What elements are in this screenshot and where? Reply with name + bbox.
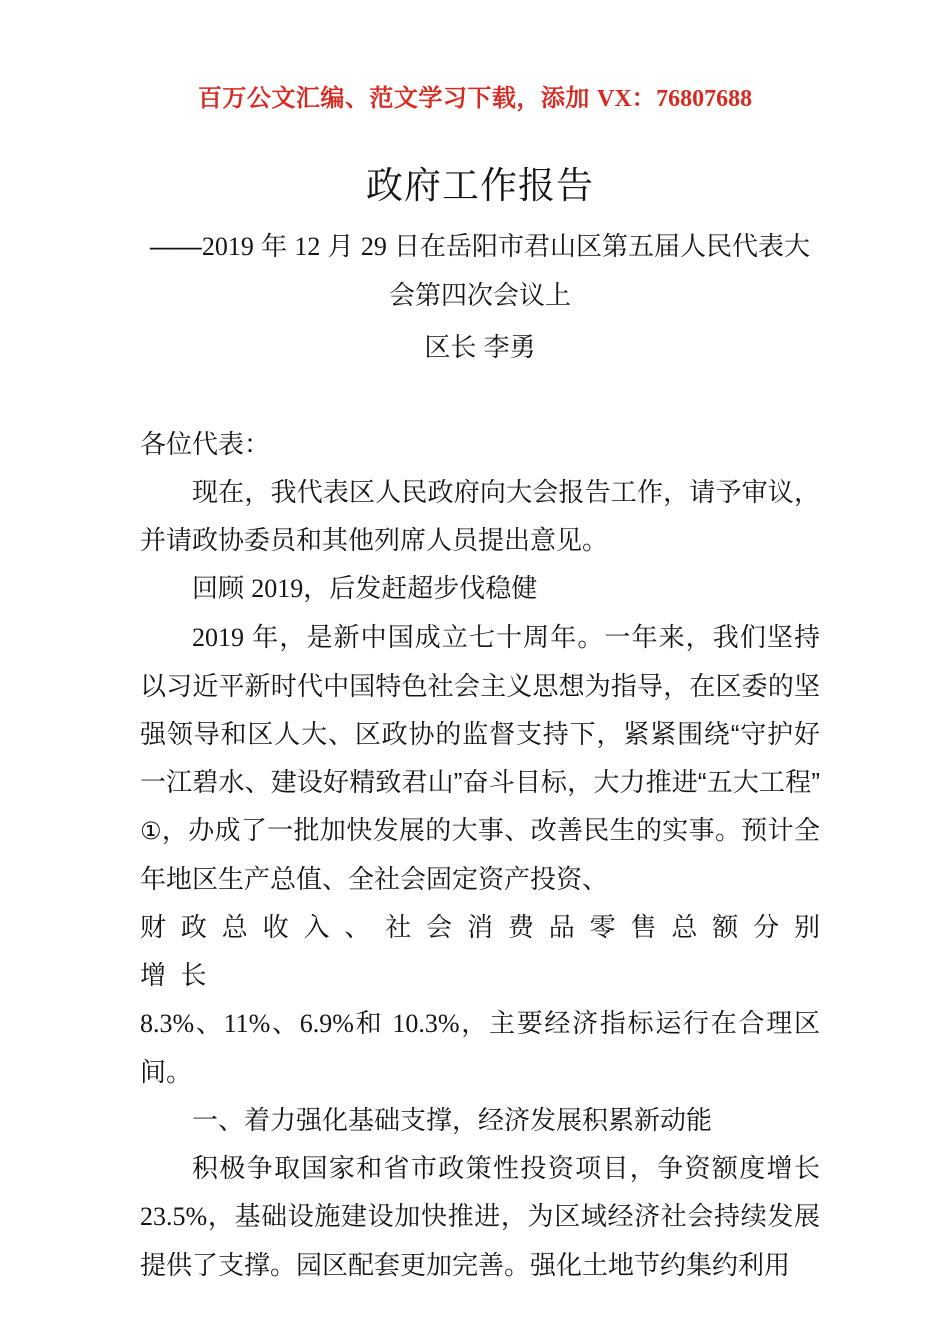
paragraph-year-review-part-1: 2019 年，是新中国成立七十周年。一年来，我们坚持以习近平新时代中国特色社会主义思想为指导，在区委的坚强领导和区人大、区政协的监督支持下，紧紧围绕“守护好一江碧水、建设好精致君山”奋斗目标，大力推进“五大工程”	[140, 622, 820, 797]
paragraph-year-review	[140, 613, 820, 903]
footnote-marker-1: ①	[140, 817, 162, 845]
document-subtitle	[140, 222, 820, 320]
paragraph-indicators-stretched-line: 财政总收入、社会消费品零售总额分别增长	[140, 912, 835, 990]
subtitle-line-1: ——2019 年 12 月 29 日在岳阳市君山区第五届人民代表大	[149, 231, 811, 261]
title-block	[140, 160, 820, 372]
subtitle-line-2: 会第四次会议上	[388, 280, 571, 310]
heading-review-2019: 回顾 2019，后发赶超步伐稳健	[192, 573, 538, 603]
paragraph-year-review-part-2: ，办成了一批加快发展的大事、改善民生的实事。预计全年地区生产总值、全社会固定资产投资、	[140, 815, 820, 894]
body-copy	[140, 420, 835, 1289]
salutation: 各位代表：	[140, 429, 271, 459]
heading-section-1: 一、着力强化基础支撑，经济发展积累新动能	[192, 1105, 713, 1135]
paragraph-indicator-values: 8.3%、11%、6.9%和 10.3%，主要经济指标运行在合理区间。	[140, 1008, 820, 1087]
paragraph-section-1-body: 积极争取国家和省市政策性投资项目，争资额度增长 23.5%，基础设施建设加快推进，为区域经济社会持续发展提供了支撑。园区配套更加完善。强化土地节约集约利用	[140, 1153, 820, 1280]
document-byline: 区长 李勇	[424, 332, 536, 362]
watermark-banner: 百万公文汇编、范文学习下载，添加 VX：76807688	[197, 85, 753, 112]
page-title: 政府工作报告	[366, 165, 594, 206]
paragraph-opening: 现在，我代表区人民政府向大会报告工作，请予审议，并请政协委员和其他列席人员提出意见。	[140, 477, 820, 555]
